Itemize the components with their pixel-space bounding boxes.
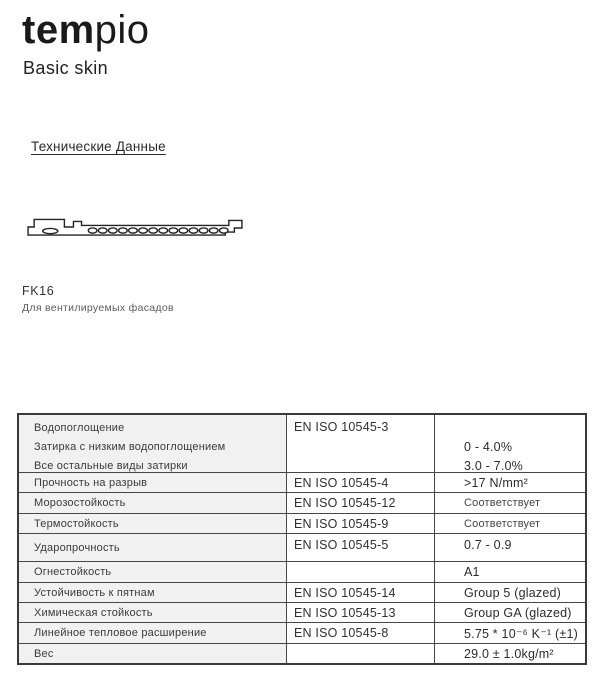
property-cell: Ударопрочность (19, 534, 287, 561)
standard-cell: EN ISO 10545-5 (287, 534, 435, 561)
standard-cell: EN ISO 10545-12 (287, 493, 435, 513)
property-line: Все остальные виды затирки (34, 460, 188, 472)
value-cell: Group GA (glazed) (464, 605, 572, 620)
table-row (19, 513, 585, 533)
value-line: 0 - 4.0% (464, 440, 513, 454)
property-cell (19, 415, 287, 472)
product-line-subtitle: Basic skin (23, 58, 109, 78)
value-line: 3.0 - 7.0% (464, 459, 523, 472)
table-row (19, 582, 585, 602)
value-cell: A1 (464, 565, 480, 579)
value-cell: 29.0 ± 1.0kg/m² (464, 646, 554, 661)
table-row (19, 643, 585, 663)
table-row (19, 561, 585, 582)
product-code: FK16 (22, 284, 55, 298)
standard-cell: EN ISO 10545-9 (287, 514, 435, 533)
property-cell: Прочность на разрыв (19, 473, 287, 492)
table-row (19, 622, 585, 643)
spec-table (17, 413, 587, 665)
brand-logo-bold: tem (22, 8, 95, 52)
property-cell: Химическая стойкость (19, 603, 287, 622)
brand-logo (22, 8, 150, 52)
value-cell: 5.75 * 10⁻⁶ K⁻¹ (±1) (464, 626, 578, 641)
panel-profile-drawing-icon (20, 217, 248, 240)
property-cell: Линейное тепловое расширение (19, 623, 287, 643)
property-cell: Вес (19, 644, 287, 663)
value-cell: Соответствует (464, 517, 541, 530)
table-row (19, 533, 585, 561)
standard-cell (287, 562, 435, 582)
value-cell: >17 N/mm² (464, 475, 528, 490)
standard-cell (287, 644, 435, 663)
table-row (19, 415, 585, 472)
property-line: Затирка с низким водопоглощением (34, 441, 226, 453)
property-line: Водопоглощение (34, 422, 125, 434)
table-row (19, 602, 585, 622)
product-description: Для вентилируемых фасадов (22, 302, 174, 314)
value-cell: 0.7 - 0.9 (464, 538, 512, 552)
standard-cell: EN ISO 10545-8 (287, 623, 435, 643)
property-cell: Устойчивость к пятнам (19, 583, 287, 602)
value-cell (435, 415, 585, 472)
table-row (19, 492, 585, 513)
property-cell: Морозостойкость (19, 493, 287, 513)
standard-cell: EN ISO 10545-14 (287, 583, 435, 602)
property-cell: Термостойкость (19, 514, 287, 533)
value-cell: Group 5 (glazed) (464, 585, 561, 600)
standard-cell: EN ISO 10545-3 (287, 415, 435, 472)
value-cell: Соответствует (464, 497, 541, 509)
property-cell: Огнестойкость (19, 562, 287, 582)
table-row (19, 472, 585, 492)
standard-cell: EN ISO 10545-4 (287, 473, 435, 492)
brand-logo-light: pio (94, 8, 150, 52)
technical-data-heading: Технические Данные (31, 139, 166, 154)
standard-cell: EN ISO 10545-13 (287, 603, 435, 622)
